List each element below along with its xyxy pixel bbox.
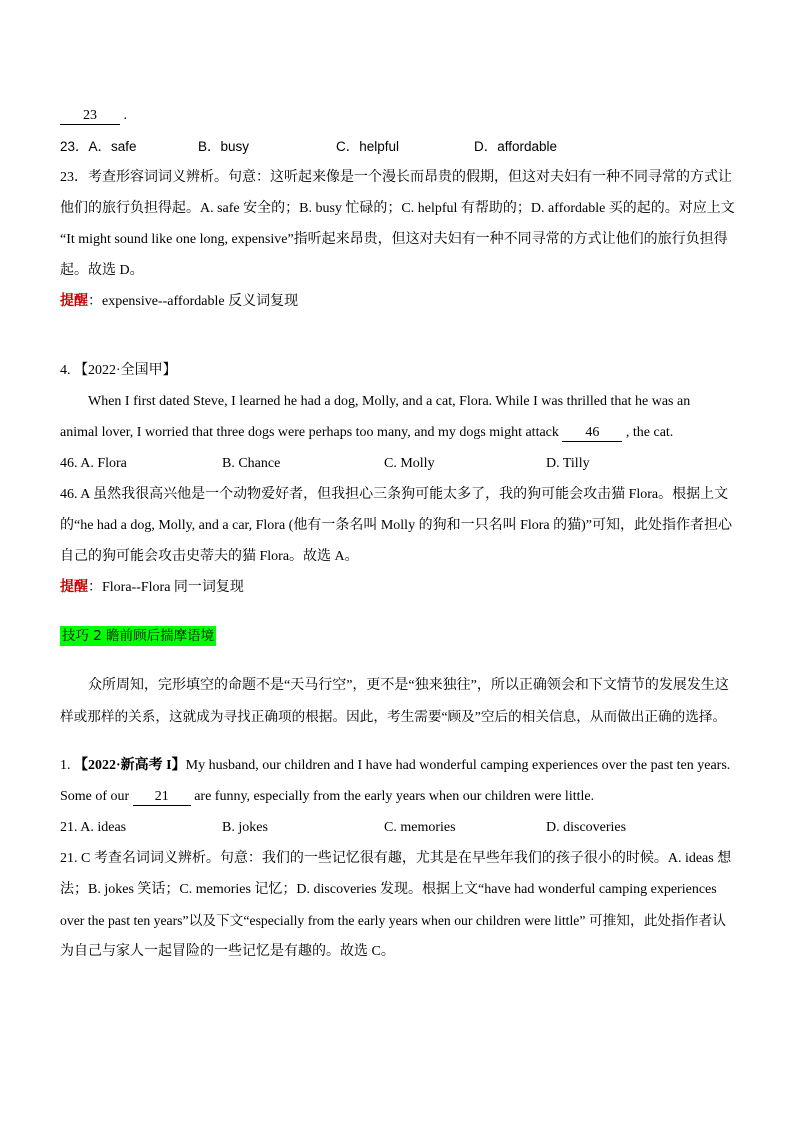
- q46-tip: [60, 572, 736, 603]
- q21-source: 【2022·新高考 I】: [74, 758, 186, 773]
- q46-option-b: B. Chance: [222, 456, 281, 471]
- q21-explanation-line-3: over the past ten years”以及下文“especially from the early years when our children were little” 可推知，此处指作者认: [60, 913, 726, 928]
- q23-explanation-line-2: 他们的旅行负担得起。A. safe 安全的；B. busy 忙碌的；C. helpful 有帮助的；D. affordable 买的起的。对应上文: [60, 201, 735, 216]
- spacer: [60, 603, 736, 621]
- q23-blank-tail: .: [120, 108, 127, 123]
- q46-tip-label: 提醒: [60, 579, 88, 595]
- q23-explanation-line-3: “It might sound like one long, expensive”指听起来昂贵，但这对夫妇有一种不同寻常的方式让他们的旅行负担得: [60, 232, 728, 247]
- q21-passage-pre: Some of our: [60, 789, 133, 804]
- q23-blank: 23: [60, 108, 120, 125]
- q21-option-c: C. memories: [384, 820, 456, 835]
- q46-option-c: C. Molly: [384, 456, 435, 471]
- q23-tip-text: ：expensive--affordable 反义词复现: [88, 294, 299, 309]
- q23-explanation-line-1: 23．考查形容词词义辨析。句意：这听起来像是一个漫长而昂贵的假期，但这对夫妇有一种不同寻常的方式让: [60, 170, 732, 185]
- q23-explanation-line-4: 起。故选 D。: [60, 263, 144, 278]
- q46-header: [60, 355, 736, 386]
- q21-explanation-line-2: 法；B. jokes 笑话；C. memories 记忆；D. discoveries 发现。根据上文“have had wonderful camping experiences: [60, 882, 717, 897]
- q46-explanation-line-3: 自己的狗可能会攻击史蒂夫的猫 Flora。故选 A。: [60, 549, 359, 564]
- section-intro-line-1: 众所周知，完形填空的命题不是“天马行空”，更不是“独来独往”，所以正确领会和下文情节的发展发生这: [88, 678, 729, 693]
- q21-explanation-line-1: 21. C 考查名词词义辨析。句意：我们的一些记忆很有趣，尤其是在早些年我们的孩子很小的时候。A. ideas 想: [60, 851, 732, 866]
- q21-options: [60, 812, 736, 843]
- q23-options: [60, 131, 736, 162]
- q21-passage-1: My husband, our children and I have had wonderful camping experiences over the past ten years.: [185, 758, 731, 773]
- q23-blank-line: [60, 100, 736, 131]
- document-page: [60, 100, 736, 967]
- q46-number: 4.: [60, 363, 74, 378]
- q21-number: 1.: [60, 758, 74, 773]
- q46-passage-post: , the cat.: [622, 425, 674, 440]
- q21-passage-line-1: [60, 750, 736, 781]
- q21-option-d: D. discoveries: [546, 820, 627, 835]
- q21-explanation-line-4: 为自己与家人一起冒险的一些记忆是有趣的。故选 C。: [60, 944, 395, 959]
- q21-option-b: B. jokes: [222, 820, 268, 835]
- q21-blank: 21: [133, 789, 191, 806]
- q21-passage-line-2: [60, 781, 736, 812]
- q46-tip-text: ：Flora--Flora 同一词复现: [88, 580, 244, 595]
- spacer: [60, 317, 736, 355]
- q46-explanation-line-1: 46. A 虽然我很高兴他是一个动物爱好者，但我担心三条狗可能太多了，我的狗可能会攻击猫 Flora。根据上文: [60, 487, 729, 502]
- q46-passage-line-1: When I first dated Steve, I learned he had a dog, Molly, and a cat, Flora. While I was thrilled that he was an: [88, 394, 691, 409]
- q23-option-b: B．busy: [198, 139, 250, 154]
- q46-options: [60, 448, 736, 479]
- q21-option-a: 21. A. ideas: [60, 820, 127, 835]
- q23-tip-label: 提醒: [60, 293, 88, 309]
- spacer: [60, 732, 736, 750]
- section-heading: [60, 621, 736, 652]
- q46-option-a: 46. A. Flora: [60, 456, 127, 471]
- q21-passage-post: are funny, especially from the early years when our children were little.: [190, 789, 595, 804]
- section-tag: 技巧 2 瞻前顾后揣摩语境: [62, 628, 215, 644]
- spacer: [60, 652, 736, 670]
- q23-option-a: 23．A．safe: [60, 139, 137, 154]
- q46-source: 【2022·全国甲】: [74, 363, 177, 378]
- section-intro-line-2: 样或那样的关系，这就成为寻找正确项的根据。因此，考生需要“顾及”空后的相关信息，从而做出正确的选择。: [60, 709, 727, 724]
- q23-tip: [60, 286, 736, 317]
- q23-option-c: C．helpful: [336, 139, 400, 154]
- q46-passage-line-2: [60, 417, 736, 448]
- q46-blank: 46: [562, 425, 622, 442]
- q46-passage-pre: animal lover, I worried that three dogs were perhaps too many, and my dogs might attack: [60, 425, 563, 440]
- q46-option-d: D. Tilly: [546, 456, 590, 471]
- q23-option-d: D．affordable: [474, 139, 558, 154]
- q46-explanation-line-2: 的“he had a dog, Molly, and a car, Flora (他有一条名叫 Molly 的狗和一只名叫 Flora 的猫)”可知，此处指作者担心: [60, 518, 732, 533]
